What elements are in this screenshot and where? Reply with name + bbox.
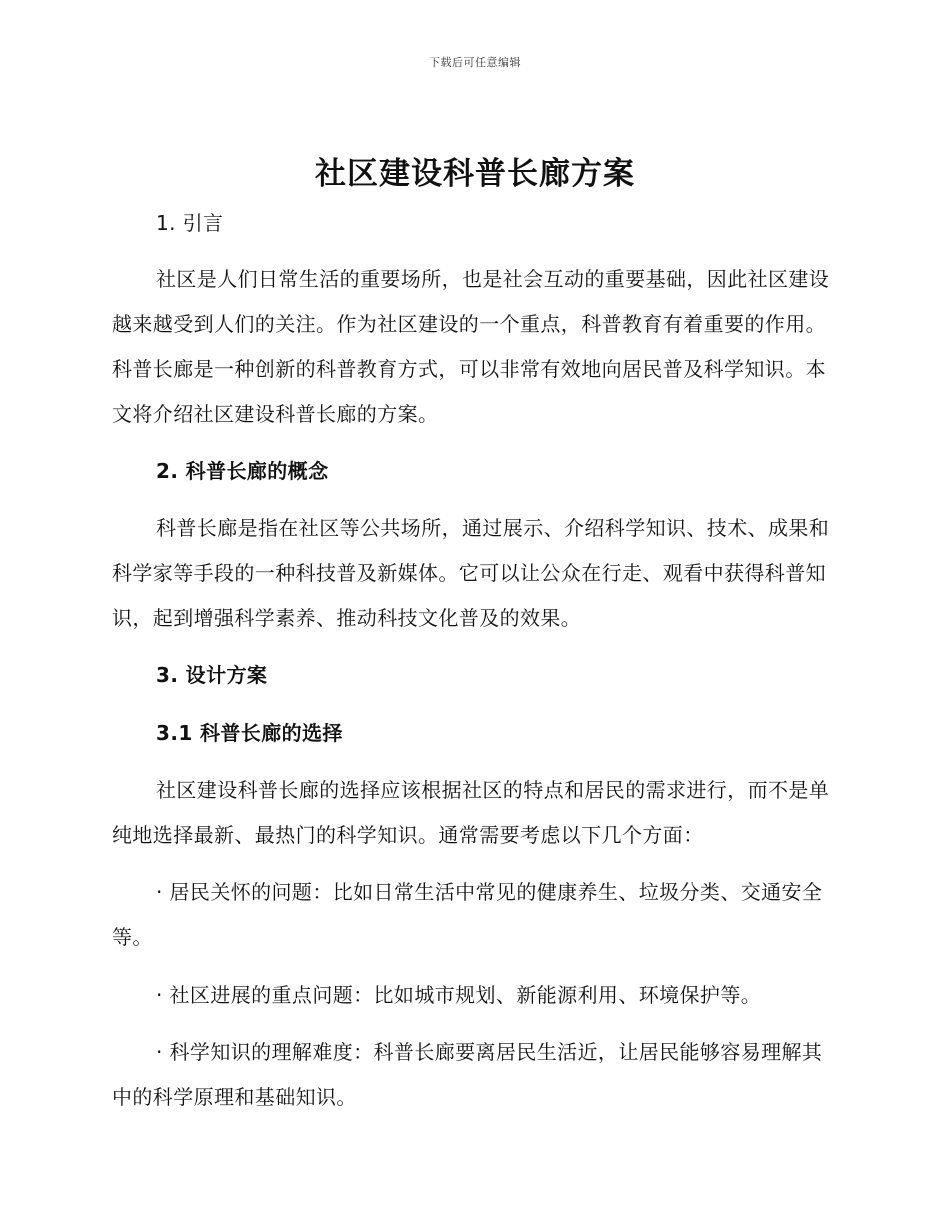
list-item: · 居民关怀的问题：比如日常生活中常见的健康养生、垃圾分类、交通安全等。 — [112, 880, 823, 949]
section-heading-design: 3. 设计方案 — [156, 663, 268, 687]
document-title: 社区建设科普长廊方案 — [315, 156, 635, 192]
paragraph-introduction: 社区是人们日常生活的重要场所，也是社会互动的重要基础，因此社区建设越来越受到人们的关注。作为社区建设的一个重点，科普教育有着重要的作用。科普长廊是一种创新的科普教育方式，可以非常有效地向居民普及科学知识。本文将介绍社区建设科普长廊的方案。 — [112, 267, 830, 426]
paragraph-selection: 社区建设科普长廊的选择应该根据社区的特点和居民的需求进行，而不是单纯地选择最新、最热门的科学知识。通常需要考虑以下几个方面： — [112, 778, 830, 847]
header-note: 下载后可任意编辑 — [429, 56, 521, 69]
paragraph-concept: 科普长廊是指在社区等公共场所，通过展示、介绍科学知识、技术、成果和科学家等手段的一种科技普及新媒体。它可以让公众在行走、观看中获得科普知识，起到增强科学素养、推动科技文化普及的效果。 — [112, 516, 830, 630]
list-item: · 科学知识的理解难度：科普长廊要离居民生活近，让居民能够容易理解其中的科学原理和基础知识。 — [112, 1040, 823, 1109]
section-heading-introduction: 1. 引言 — [156, 211, 224, 235]
section-heading-concept: 2. 科普长廊的概念 — [156, 459, 329, 483]
subsection-heading-selection: 3.1 科普长廊的选择 — [156, 721, 343, 745]
list-item: · 社区进展的重点问题：比如城市规划、新能源利用、环境保护等。 — [156, 983, 762, 1007]
